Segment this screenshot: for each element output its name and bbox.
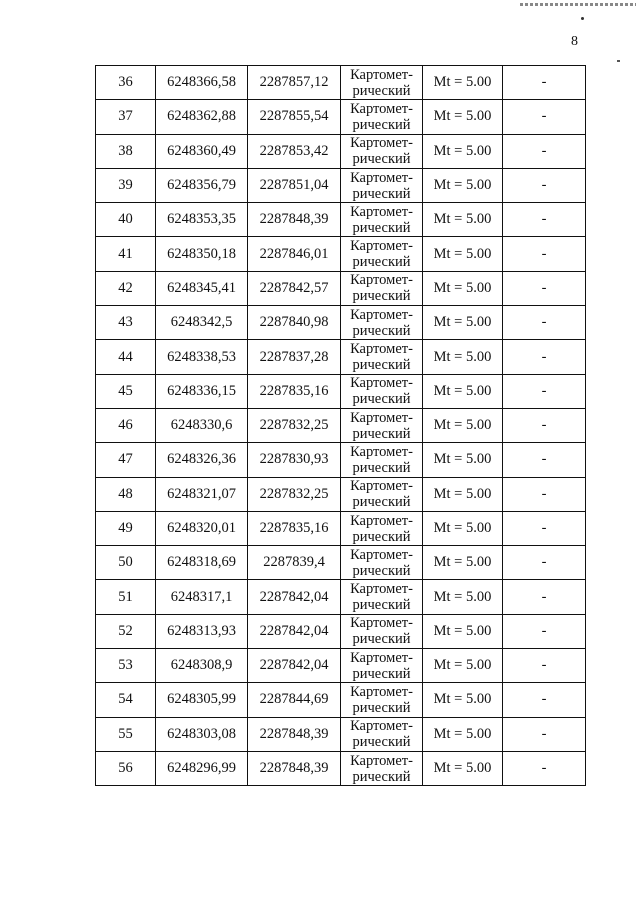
method-line-1: Картомет-: [350, 683, 413, 700]
scan-artifact-top: [520, 3, 636, 6]
x-coordinate-cell: 6248313,93: [156, 614, 248, 648]
method-line-1: Картомет-: [350, 66, 413, 83]
description-cell: -: [503, 511, 586, 545]
method-line-1: Картомет-: [350, 238, 413, 255]
accuracy-cell: Mt = 5.00: [423, 66, 503, 100]
y-coordinate-cell: 2287832,25: [248, 408, 341, 442]
point-number-cell: 48: [96, 477, 156, 511]
accuracy-cell: Mt = 5.00: [423, 408, 503, 442]
x-coordinate-cell: 6248342,5: [156, 306, 248, 340]
point-number-cell: 56: [96, 751, 156, 785]
method-line-1: Картомет-: [350, 478, 413, 495]
method-line-1: Картомет-: [350, 649, 413, 666]
x-coordinate-cell: 6248308,9: [156, 649, 248, 683]
point-number-cell: 51: [96, 580, 156, 614]
y-coordinate-cell: 2287853,42: [248, 134, 341, 168]
y-coordinate-cell: 2287835,16: [248, 511, 341, 545]
method-cell: [341, 477, 423, 511]
point-number-cell: 41: [96, 237, 156, 271]
table-row: [96, 649, 586, 683]
method-line-2: рический: [352, 219, 411, 236]
description-cell: -: [503, 649, 586, 683]
description-cell: -: [503, 443, 586, 477]
point-number-cell: 36: [96, 66, 156, 100]
accuracy-cell: Mt = 5.00: [423, 100, 503, 134]
accuracy-cell: Mt = 5.00: [423, 374, 503, 408]
table-row: [96, 168, 586, 202]
method-cell: [341, 751, 423, 785]
y-coordinate-cell: 2287842,04: [248, 614, 341, 648]
x-coordinate-cell: 6248318,69: [156, 546, 248, 580]
method-line-2: рический: [352, 699, 411, 716]
table-row: [96, 683, 586, 717]
y-coordinate-cell: 2287837,28: [248, 340, 341, 374]
x-coordinate-cell: 6248356,79: [156, 168, 248, 202]
y-coordinate-cell: 2287830,93: [248, 443, 341, 477]
scan-artifact-dot: [617, 60, 620, 62]
method-cell: [341, 443, 423, 477]
y-coordinate-cell: 2287842,57: [248, 271, 341, 305]
description-cell: -: [503, 751, 586, 785]
point-number-cell: 50: [96, 546, 156, 580]
description-cell: -: [503, 614, 586, 648]
method-line-2: рический: [352, 82, 411, 99]
y-coordinate-cell: 2287832,25: [248, 477, 341, 511]
accuracy-cell: Mt = 5.00: [423, 751, 503, 785]
method-line-2: рический: [352, 734, 411, 751]
table-row: [96, 100, 586, 134]
x-coordinate-cell: 6248303,08: [156, 717, 248, 751]
accuracy-cell: Mt = 5.00: [423, 134, 503, 168]
coordinates-table: [95, 65, 586, 786]
method-line-2: рический: [352, 528, 411, 545]
y-coordinate-cell: 2287848,39: [248, 717, 341, 751]
method-cell: [341, 66, 423, 100]
method-line-1: Картомет-: [350, 135, 413, 152]
x-coordinate-cell: 6248360,49: [156, 134, 248, 168]
x-coordinate-cell: 6248366,58: [156, 66, 248, 100]
method-line-2: рический: [352, 631, 411, 648]
method-cell: [341, 100, 423, 134]
table-row: [96, 340, 586, 374]
method-line-2: рический: [352, 562, 411, 579]
method-line-1: Картомет-: [350, 272, 413, 289]
description-cell: -: [503, 477, 586, 511]
table-row: [96, 374, 586, 408]
x-coordinate-cell: 6248336,15: [156, 374, 248, 408]
table-row: [96, 443, 586, 477]
point-number-cell: 44: [96, 340, 156, 374]
point-number-cell: 45: [96, 374, 156, 408]
description-cell: -: [503, 100, 586, 134]
description-cell: -: [503, 306, 586, 340]
point-number-cell: 43: [96, 306, 156, 340]
method-line-1: Картомет-: [350, 306, 413, 323]
method-line-2: рический: [352, 768, 411, 785]
table-row: [96, 580, 586, 614]
table-row: [96, 237, 586, 271]
method-line-1: Картомет-: [350, 100, 413, 117]
method-cell: [341, 580, 423, 614]
scan-artifact-dot: [581, 17, 584, 20]
x-coordinate-cell: 6248326,36: [156, 443, 248, 477]
description-cell: -: [503, 408, 586, 442]
x-coordinate-cell: 6248330,6: [156, 408, 248, 442]
description-cell: -: [503, 580, 586, 614]
y-coordinate-cell: 2287842,04: [248, 649, 341, 683]
point-number-cell: 38: [96, 134, 156, 168]
table-row: [96, 546, 586, 580]
point-number-cell: 52: [96, 614, 156, 648]
description-cell: -: [503, 237, 586, 271]
table-row: [96, 134, 586, 168]
point-number-cell: 39: [96, 168, 156, 202]
method-line-1: Картомет-: [350, 752, 413, 769]
x-coordinate-cell: 6248296,99: [156, 751, 248, 785]
method-line-2: рический: [352, 185, 411, 202]
coordinates-table-body: [96, 66, 586, 786]
table-row: [96, 511, 586, 545]
description-cell: -: [503, 340, 586, 374]
method-cell: [341, 649, 423, 683]
accuracy-cell: Mt = 5.00: [423, 614, 503, 648]
method-line-1: Картомет-: [350, 409, 413, 426]
description-cell: -: [503, 546, 586, 580]
accuracy-cell: Mt = 5.00: [423, 271, 503, 305]
method-line-1: Картомет-: [350, 512, 413, 529]
table-row: [96, 271, 586, 305]
y-coordinate-cell: 2287848,39: [248, 751, 341, 785]
method-line-1: Картомет-: [350, 581, 413, 598]
method-line-2: рический: [352, 391, 411, 408]
point-number-cell: 42: [96, 271, 156, 305]
method-cell: [341, 306, 423, 340]
accuracy-cell: Mt = 5.00: [423, 168, 503, 202]
y-coordinate-cell: 2287851,04: [248, 168, 341, 202]
point-number-cell: 40: [96, 203, 156, 237]
method-cell: [341, 203, 423, 237]
description-cell: -: [503, 374, 586, 408]
method-line-1: Картомет-: [350, 615, 413, 632]
y-coordinate-cell: 2287857,12: [248, 66, 341, 100]
page-number: 8: [571, 34, 578, 49]
x-coordinate-cell: 6248338,53: [156, 340, 248, 374]
description-cell: -: [503, 168, 586, 202]
method-cell: [341, 408, 423, 442]
method-line-2: рический: [352, 665, 411, 682]
accuracy-cell: Mt = 5.00: [423, 717, 503, 751]
method-cell: [341, 511, 423, 545]
method-line-2: рический: [352, 597, 411, 614]
description-cell: -: [503, 683, 586, 717]
table-row: [96, 306, 586, 340]
accuracy-cell: Mt = 5.00: [423, 580, 503, 614]
x-coordinate-cell: 6248305,99: [156, 683, 248, 717]
method-cell: [341, 683, 423, 717]
description-cell: -: [503, 134, 586, 168]
point-number-cell: 53: [96, 649, 156, 683]
method-cell: [341, 546, 423, 580]
description-cell: -: [503, 203, 586, 237]
y-coordinate-cell: 2287855,54: [248, 100, 341, 134]
method-cell: [341, 237, 423, 271]
accuracy-cell: Mt = 5.00: [423, 203, 503, 237]
method-cell: [341, 717, 423, 751]
accuracy-cell: Mt = 5.00: [423, 340, 503, 374]
table-row: [96, 203, 586, 237]
method-cell: [341, 271, 423, 305]
table-row: [96, 751, 586, 785]
y-coordinate-cell: 2287848,39: [248, 203, 341, 237]
method-line-2: рический: [352, 322, 411, 339]
method-line-2: рический: [352, 288, 411, 305]
table-row: [96, 66, 586, 100]
table-row: [96, 614, 586, 648]
point-number-cell: 49: [96, 511, 156, 545]
method-line-2: рический: [352, 254, 411, 271]
accuracy-cell: Mt = 5.00: [423, 546, 503, 580]
accuracy-cell: Mt = 5.00: [423, 237, 503, 271]
method-line-2: рический: [352, 357, 411, 374]
method-cell: [341, 168, 423, 202]
accuracy-cell: Mt = 5.00: [423, 649, 503, 683]
point-number-cell: 47: [96, 443, 156, 477]
description-cell: -: [503, 717, 586, 751]
method-cell: [341, 374, 423, 408]
accuracy-cell: Mt = 5.00: [423, 443, 503, 477]
method-line-1: Картомет-: [350, 203, 413, 220]
point-number-cell: 46: [96, 408, 156, 442]
point-number-cell: 55: [96, 717, 156, 751]
description-cell: -: [503, 271, 586, 305]
method-line-1: Картомет-: [350, 718, 413, 735]
table-row: [96, 408, 586, 442]
x-coordinate-cell: 6248345,41: [156, 271, 248, 305]
method-cell: [341, 134, 423, 168]
method-cell: [341, 614, 423, 648]
method-line-2: рический: [352, 151, 411, 168]
method-line-2: рический: [352, 116, 411, 133]
y-coordinate-cell: 2287846,01: [248, 237, 341, 271]
x-coordinate-cell: 6248321,07: [156, 477, 248, 511]
y-coordinate-cell: 2287844,69: [248, 683, 341, 717]
y-coordinate-cell: 2287839,4: [248, 546, 341, 580]
accuracy-cell: Mt = 5.00: [423, 306, 503, 340]
method-line-1: Картомет-: [350, 341, 413, 358]
y-coordinate-cell: 2287835,16: [248, 374, 341, 408]
method-line-1: Картомет-: [350, 546, 413, 563]
point-number-cell: 54: [96, 683, 156, 717]
method-line-2: рический: [352, 494, 411, 511]
method-line-1: Картомет-: [350, 375, 413, 392]
point-number-cell: 37: [96, 100, 156, 134]
x-coordinate-cell: 6248320,01: [156, 511, 248, 545]
method-line-2: рический: [352, 425, 411, 442]
table-row: [96, 477, 586, 511]
y-coordinate-cell: 2287840,98: [248, 306, 341, 340]
accuracy-cell: Mt = 5.00: [423, 511, 503, 545]
x-coordinate-cell: 6248353,35: [156, 203, 248, 237]
accuracy-cell: Mt = 5.00: [423, 683, 503, 717]
method-line-1: Картомет-: [350, 443, 413, 460]
accuracy-cell: Mt = 5.00: [423, 477, 503, 511]
description-cell: -: [503, 66, 586, 100]
method-line-1: Картомет-: [350, 169, 413, 186]
table-row: [96, 717, 586, 751]
method-line-2: рический: [352, 459, 411, 476]
x-coordinate-cell: 6248362,88: [156, 100, 248, 134]
y-coordinate-cell: 2287842,04: [248, 580, 341, 614]
x-coordinate-cell: 6248317,1: [156, 580, 248, 614]
x-coordinate-cell: 6248350,18: [156, 237, 248, 271]
method-cell: [341, 340, 423, 374]
